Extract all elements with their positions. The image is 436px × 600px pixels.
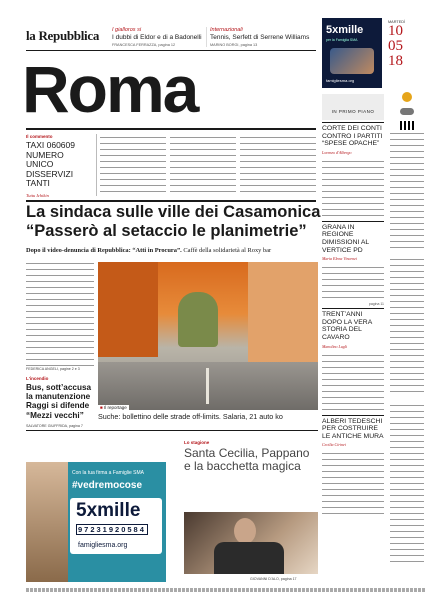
photo-caption: Suche: bollettino delle strade off-limits. Salaria, 21 auto ko bbox=[98, 412, 283, 421]
date-box bbox=[388, 20, 426, 69]
santa-photo-face bbox=[234, 518, 256, 544]
right-story-4-author: Cecilia Cirinei bbox=[322, 442, 346, 448]
bus-kicker: L'incendio bbox=[26, 376, 49, 381]
right-story-4-body bbox=[322, 450, 384, 518]
lead-subhead bbox=[26, 247, 318, 254]
bus-story[interactable] bbox=[26, 376, 96, 420]
right-story-2-ref: pagina 11 bbox=[368, 302, 384, 307]
lead-photo-tree bbox=[178, 292, 218, 347]
brief[interactable] bbox=[26, 134, 92, 198]
brief-headline: TAXI 060609 NUMERO UNICO DISSERVIZI TANTI bbox=[26, 140, 75, 188]
top-ad-subtitle: per la Famiglia SMA bbox=[326, 38, 358, 42]
lead-subhead-bold: Dopo il video-denuncia di Repubblica: “Atti in Procura”. bbox=[26, 247, 182, 254]
bottom-ad-hashtag: #vedremocose bbox=[72, 480, 143, 491]
right-story-3-headline: TRENT’ANNI DOPO LA VERA STORIA DEL CAVARO bbox=[322, 311, 372, 341]
brief-author: Tuttu Ichikin bbox=[26, 192, 49, 198]
santa-photo[interactable] bbox=[184, 512, 318, 574]
photo-tag-text: Il reportage bbox=[103, 405, 127, 410]
bottom-ad-url: famigliesma.org bbox=[78, 542, 128, 549]
teaser-2[interactable] bbox=[210, 27, 310, 47]
photo-tag-marker: ■ bbox=[100, 405, 104, 410]
right-story-4[interactable] bbox=[322, 418, 384, 519]
bottom-ad[interactable] bbox=[26, 462, 166, 582]
right-story-2[interactable] bbox=[322, 224, 384, 306]
lead-photo-road-line bbox=[206, 368, 209, 404]
right-panel-banner bbox=[322, 94, 384, 120]
lead-headline-1[interactable]: La sindaca sulle ville dei Casamonica bbox=[26, 203, 321, 221]
index-strip-text-3 bbox=[390, 402, 424, 562]
right-story-3-body bbox=[322, 352, 384, 412]
lead-photo-building-left bbox=[98, 262, 158, 357]
right-story-3-author: Manolino Lugli bbox=[322, 343, 348, 349]
bottom-ad-photo bbox=[26, 462, 68, 582]
right-story-1[interactable] bbox=[322, 125, 384, 218]
teaser-1-headline: I dubbi di Eldor e di a Badonelli bbox=[112, 34, 202, 41]
brief-body-col3 bbox=[240, 134, 316, 196]
santa-photo-body bbox=[214, 542, 284, 574]
top-ad-url: famigliesma.org bbox=[326, 78, 355, 83]
bus-headline: Bus, sott’accusa la manutenzione Raggi si difende “Mezzi vecchi” bbox=[26, 383, 92, 420]
lead-byline: FEDERICA ANGELI, pagine 2 e 3 bbox=[26, 367, 80, 371]
index-strip bbox=[390, 130, 424, 580]
photo-tag bbox=[98, 405, 129, 410]
teaser-1[interactable] bbox=[112, 27, 204, 47]
teaser-2-section: Internazionali bbox=[210, 27, 243, 33]
brief-body-col2 bbox=[170, 134, 236, 196]
lead-photo-building-right bbox=[248, 262, 318, 362]
right-story-2-body bbox=[322, 264, 384, 302]
santa-kicker: Lo stagione bbox=[184, 440, 210, 445]
right-story-1-author: Lorenzo d'Albergo bbox=[322, 149, 352, 155]
date-day: 10 bbox=[388, 23, 403, 39]
teaser-2-headline: Tennis, Serfett di Serrene Williams bbox=[210, 34, 310, 41]
masthead-brand: la Repubblica bbox=[26, 28, 100, 43]
top-ad-title: 5xmille bbox=[326, 24, 364, 36]
bottom-ad-code: 97231920584 bbox=[78, 525, 146, 534]
date-weekday: MARTEDÌ bbox=[388, 20, 406, 24]
right-story-3[interactable] bbox=[322, 311, 384, 411]
santa-byline: GIOVANNI D'ALO, pagina 17 bbox=[250, 577, 297, 581]
footer-fineprint bbox=[26, 588, 426, 592]
date-month: 05 bbox=[388, 38, 403, 54]
top-ad-photo bbox=[330, 48, 374, 74]
date-year: 18 bbox=[388, 53, 403, 69]
bottom-ad-line1: Con la tua firma a Famiglie SMA bbox=[72, 470, 144, 476]
lead-body-text bbox=[26, 260, 94, 366]
right-story-4-headline: ALBERI TEDESCHI PER COSTRUIRE LE ANTICHE MURA bbox=[322, 417, 384, 440]
index-strip-text-1 bbox=[390, 130, 424, 250]
brief-body-col1 bbox=[100, 134, 166, 196]
city-title: Roma bbox=[22, 52, 198, 126]
weather-sun-icon bbox=[402, 92, 412, 102]
right-story-1-body bbox=[322, 158, 384, 218]
weather-cloud-icon bbox=[400, 108, 414, 115]
lead-headline-2[interactable]: “Passerò al setaccio le planimetrie” bbox=[26, 222, 307, 240]
teaser-1-byline: FRANCESCA FERRAZZA, pagina 12 bbox=[112, 43, 176, 47]
right-panel-label: IN PRIMO PIANO bbox=[331, 109, 375, 114]
brief-label: Il commento bbox=[26, 134, 53, 139]
right-story-1-headline: CORTE DEI CONTI CONTRO I PARTITI “SPESE OPACHE” bbox=[322, 125, 383, 148]
teaser-1-section: I gialloros si bbox=[112, 27, 142, 33]
bottom-ad-title: 5xmille bbox=[76, 500, 141, 521]
right-column bbox=[322, 94, 384, 584]
index-strip-text-2 bbox=[390, 256, 424, 396]
right-story-2-headline: GRANA IN REGIONE DIMISSIONI AL VERTICE PD bbox=[322, 223, 369, 254]
teaser-2-byline: MARINO BORGI, pagina 13 bbox=[210, 43, 258, 47]
bus-byline: SALVATORE GIUFFRIDA, pagina 7 bbox=[26, 424, 83, 428]
right-story-2-author: Maria Elena Vincenzi bbox=[322, 256, 357, 262]
lead-photo[interactable] bbox=[98, 262, 318, 410]
santa-cecilia[interactable] bbox=[184, 440, 318, 473]
santa-headline: Santa Cecilia, Pappano e la bacchetta magica bbox=[184, 446, 310, 473]
weather-strip bbox=[392, 92, 422, 135]
lead-subhead-rest: Caffè della solidarietà al Roxy bar bbox=[183, 247, 272, 254]
top-ad[interactable] bbox=[322, 18, 382, 88]
